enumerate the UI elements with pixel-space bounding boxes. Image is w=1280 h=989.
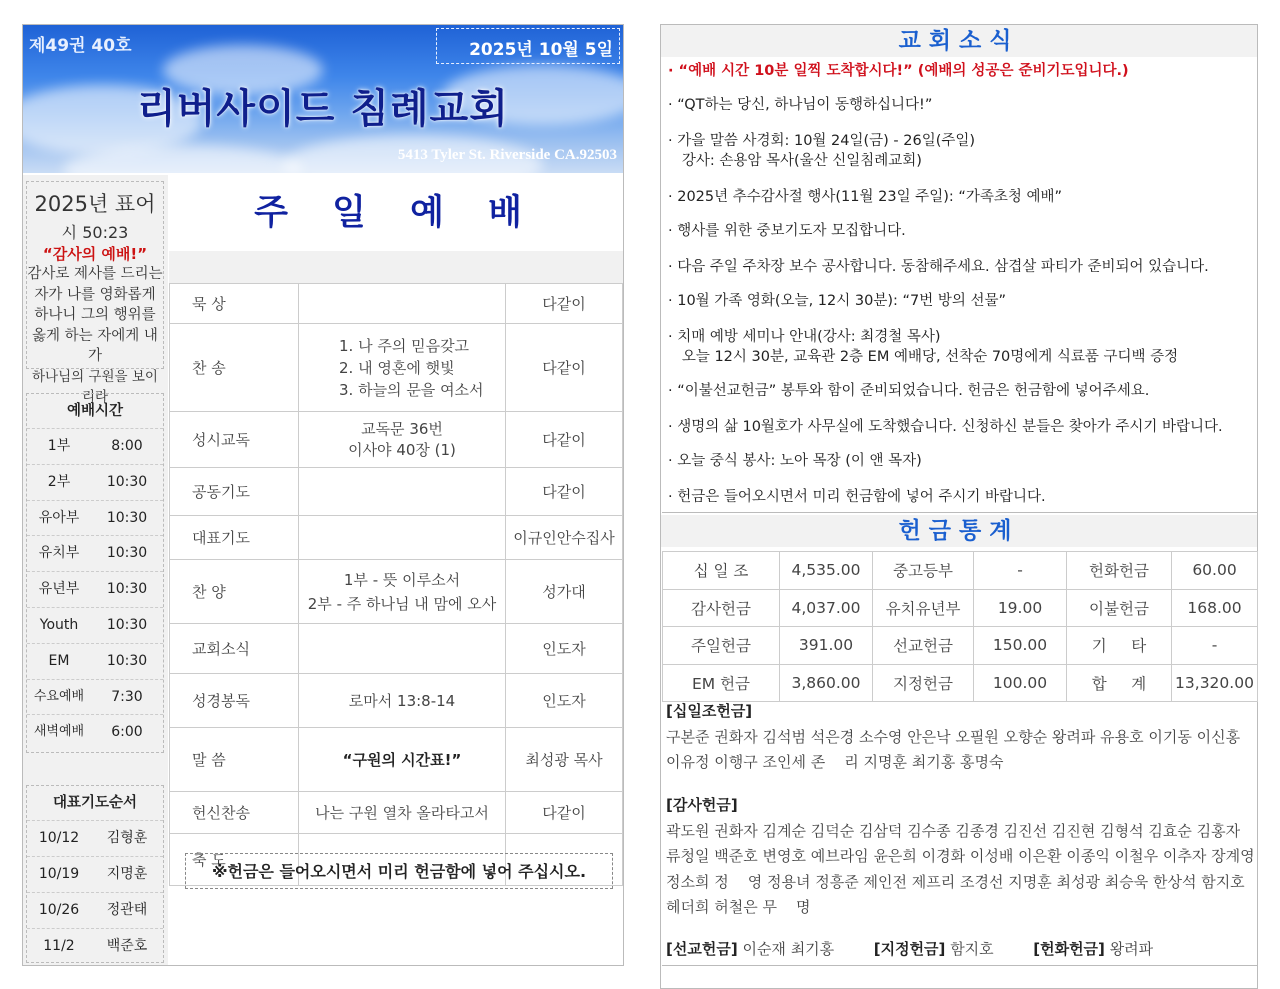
news-item: · “이불선교헌금” 봉투와 함이 준비되었습니다. 헌금은 헌금함에 넣어주세요. — [668, 383, 1150, 399]
thanks-names: 곽도원 권화자 김계순 김덕순 김삼덕 김수종 김종경 김진선 김진현 김형석 김효순 김홍자 — [666, 821, 1241, 840]
offering-amount: 3,860.00 — [780, 664, 873, 702]
worship-item: 성경봉독 — [170, 674, 299, 728]
motto-verse-text — [27, 264, 163, 408]
verse-line: 감사로 제사를 드리는 — [27, 266, 163, 282]
flower-label: [헌화헌금] — [1033, 940, 1105, 958]
offering-amount: 60.00 — [1172, 552, 1258, 590]
hymn-3: 3. 하늘의 문을 여소서 — [339, 380, 484, 399]
worship-row — [170, 516, 623, 560]
worship-row — [170, 624, 623, 674]
prayer-date: 10/19 — [38, 866, 80, 882]
sidebar — [23, 175, 168, 965]
service-time-row — [27, 500, 163, 536]
news-list — [662, 57, 1258, 513]
news-item: · 행사를 위한 중보기도자 모집합니다. — [668, 223, 906, 239]
service-name: 유아부 — [38, 509, 80, 526]
motto-highlight: “감사의 예배!” — [42, 245, 148, 263]
other-offerings — [666, 937, 1153, 963]
yearly-motto-box — [26, 181, 164, 405]
service-time: 10:30 — [106, 652, 148, 669]
worship-leader: 인도자 — [506, 674, 623, 728]
news-item: · 생명의 삶 10월호가 사무실에 도착했습니다. 신청하신 분들은 찾아가 주시기 바랍니다. — [668, 419, 1223, 435]
service-time: 6:00 — [111, 724, 143, 741]
news-item: · “예배 시간 10분 일찍 도착합시다!” (예배의 성공은 준비기도입니다.) — [668, 63, 1129, 79]
service-name: Youth — [39, 616, 79, 633]
prayer-order-row — [27, 928, 163, 964]
worship-content — [299, 516, 506, 560]
service-time-row — [27, 464, 163, 500]
worship-leader: 최성광 목사 — [506, 728, 623, 792]
news-item-sub: 오늘 12시 30분, 교육관 2층 EM 예배당, 선착순 70명에게 식료품 구디백 증정 — [668, 349, 1179, 365]
designated-names: 함지호 — [950, 940, 994, 958]
worship-leader: 다같이 — [506, 468, 623, 516]
worship-content: 로마서 13:8-14 — [299, 674, 506, 728]
offering-title: 헌금통계 — [661, 515, 1257, 547]
worship-item: 축 도 — [170, 834, 299, 886]
offering-amount: 168.00 — [1172, 589, 1258, 627]
church-address: 5413 Tyler St. Riverside CA.92503 — [397, 147, 617, 163]
prayer-date: 10/12 — [38, 830, 80, 846]
service-name: 수요예배 — [33, 688, 85, 704]
worship-leader: 다같이 — [506, 792, 623, 834]
thanks-section — [666, 793, 1255, 921]
worship-leader: 성가대 — [506, 560, 623, 624]
service-name: 1부 — [47, 438, 71, 454]
service-time-row — [27, 607, 163, 643]
offering-row — [663, 589, 1258, 627]
news-item-sub: 강사: 손용암 목사(울산 신일침례교회) — [668, 153, 922, 169]
prayer-leader: 백준호 — [106, 938, 148, 954]
church-name: 리버사이드 침례교회 — [137, 86, 509, 132]
thanks-label: [감사헌금] — [666, 796, 738, 814]
service-time: 10:30 — [106, 473, 148, 490]
sermon-title: “구원의 시간표!” — [299, 728, 506, 792]
offering-label: 선교헌금 — [873, 627, 974, 665]
hymn-1: 1. 나 주의 믿음갖고 — [339, 336, 470, 355]
service-time-row — [27, 679, 163, 715]
order-of-worship — [169, 175, 623, 965]
verse-line: 하나니 그의 행위를 — [34, 307, 156, 323]
service-time: 10:30 — [106, 616, 148, 633]
worship-row — [170, 560, 623, 624]
volume-number: 제49권 40호 — [29, 36, 132, 56]
service-time: 7:30 — [111, 688, 143, 705]
anthem-1: 1부 - 뜻 이루소서 — [343, 570, 461, 589]
service-name: 2부 — [47, 473, 71, 490]
worship-leader: 다같이 — [506, 412, 623, 468]
tithe-section — [666, 699, 1240, 776]
offering-label: 이불헌금 — [1067, 589, 1172, 627]
verse-line: 하나님의 구원을 보이리라 — [32, 368, 158, 405]
offering-note: ※헌금은 들어오시면서 미리 헌금함에 넣어 주십시오. — [185, 853, 613, 889]
service-time-row — [27, 428, 163, 464]
offering-amount: 4,037.00 — [780, 589, 873, 627]
offering-amount: 391.00 — [780, 627, 873, 665]
worship-content — [299, 284, 506, 324]
mission-names: 이순재 최기홍 — [742, 940, 835, 958]
offering-label: 지정헌금 — [873, 664, 974, 702]
flower-names: 왕려파 — [1109, 940, 1154, 958]
hymn-2: 2. 내 영혼에 햇빛 — [339, 358, 455, 377]
service-time: 10:30 — [106, 509, 148, 526]
offering-amount: 150.00 — [974, 627, 1067, 665]
worship-item: 찬 양 — [170, 560, 299, 624]
bulletin-news-page — [660, 24, 1258, 989]
worship-row — [170, 728, 623, 792]
thanks-names: 류청일 백준호 변영호 예브라임 윤은희 이경화 이성배 이은환 이종익 이철우 이추자 장계영 — [666, 847, 1255, 865]
bulletin-date: 2025년 10월 5일 — [436, 28, 620, 64]
offering-table — [662, 551, 1258, 702]
worship-content: 나는 구원 열차 올라타고서 — [299, 792, 506, 834]
anthem-2: 2부 - 주 하나님 내 맘에 오사 — [307, 594, 497, 613]
offering-label: 합 계 — [1067, 664, 1172, 702]
worship-item: 헌신찬송 — [170, 792, 299, 834]
worship-content — [299, 468, 506, 516]
service-time-row — [27, 643, 163, 679]
offering-row — [663, 552, 1258, 590]
worship-item: 대표기도 — [170, 516, 299, 560]
worship-leader: 다같이 — [506, 284, 623, 324]
worship-row — [170, 284, 623, 324]
news-item: · 2025년 추수감사절 행사(11월 23일 주일): “가족초청 예배” — [668, 189, 1063, 205]
service-time-row — [27, 571, 163, 607]
worship-item: 묵 상 — [170, 284, 299, 324]
service-name: 유년부 — [38, 581, 80, 598]
worship-item: 교회소식 — [170, 624, 299, 674]
worship-item: 성시교독 — [170, 412, 299, 468]
news-item: · 헌금은 들어오시면서 미리 헌금함에 넣어 주시기 바랍니다. — [668, 489, 1046, 505]
worship-content — [299, 412, 506, 468]
worship-item: 공동기도 — [170, 468, 299, 516]
service-times-box — [26, 393, 164, 753]
prayer-order-row — [27, 892, 163, 928]
service-time-row — [27, 714, 163, 750]
news-item: · 10월 가족 영화(오늘, 12시 30분): “7번 방의 선물” — [668, 293, 1006, 309]
worship-row — [170, 468, 623, 516]
service-name: 새벽예배 — [33, 724, 85, 740]
prayer-date: 10/26 — [38, 902, 80, 918]
thanks-names: 헤더희 허철은 무 명 — [666, 898, 811, 916]
news-item: · 가을 말씀 사경회: 10월 24일(금) - 26일(주일) — [668, 133, 976, 149]
verse-line: 자가 나를 영화롭게 — [34, 286, 156, 303]
worship-leader: 이규인안수집사 — [506, 516, 623, 560]
worship-table — [169, 283, 623, 886]
worship-title: 주 일 예 배 — [254, 193, 538, 233]
worship-row — [170, 674, 623, 728]
worship-item: 찬 송 — [170, 324, 299, 412]
mission-label: [선교헌금] — [666, 940, 738, 958]
offering-amount: - — [974, 552, 1067, 590]
service-name: EM — [48, 652, 70, 669]
worship-item: 말 씀 — [170, 728, 299, 792]
offering-label: 감사헌금 — [663, 589, 780, 627]
prayer-order-title: 대표기도순서 — [52, 795, 138, 811]
offering-row — [663, 664, 1258, 702]
prayer-leader: 김형훈 — [106, 830, 148, 846]
service-time-row — [27, 535, 163, 571]
responsive-reading: 교독문 36번 — [361, 419, 443, 438]
offering-label: 유치유년부 — [873, 589, 974, 627]
offering-amount: 19.00 — [974, 589, 1067, 627]
service-time: 10:30 — [106, 581, 148, 598]
worship-leader: 다같이 — [506, 324, 623, 412]
responsive-reading-ref: 이사야 40장 (1) — [348, 440, 456, 459]
tithe-label: [십일조헌금] — [666, 702, 753, 720]
offering-amount: - — [1172, 627, 1258, 665]
prayer-order-row — [27, 856, 163, 892]
offering-total: 13,320.00 — [1172, 664, 1258, 702]
bulletin-front-page — [22, 24, 624, 966]
offering-amount: 4,535.00 — [780, 552, 873, 590]
motto-title: 2025년 표어 — [34, 192, 156, 216]
divider — [662, 965, 1258, 966]
worship-leader: 인도자 — [506, 624, 623, 674]
worship-content — [299, 624, 506, 674]
offering-label: 주일헌금 — [663, 627, 780, 665]
tithe-names: 이유정 이행구 조인세 존 리 지명훈 최기홍 홍명숙 — [666, 753, 1004, 771]
worship-row — [170, 792, 623, 834]
offering-label: 중고등부 — [873, 552, 974, 590]
header-banner — [23, 25, 623, 173]
news-item: · 오늘 중식 봉사: 노아 목장 (이 앤 목자) — [668, 453, 922, 469]
worship-content — [299, 324, 506, 412]
offering-label: 헌화헌금 — [1067, 552, 1172, 590]
prayer-date: 11/2 — [43, 938, 75, 954]
designated-label: [지정헌금] — [873, 940, 946, 958]
offering-row — [663, 627, 1258, 665]
prayer-leader: 지명훈 — [106, 866, 148, 882]
prayer-leader: 정관태 — [106, 902, 148, 918]
news-item: · 다음 주일 주차장 보수 공사합니다. 동참해주세요. 삼겹살 파티가 준비되어 있습니다. — [668, 259, 1209, 275]
tithe-names: 구본준 권화자 김석범 석은경 소수영 안은낙 오필원 오향순 왕려파 유용호 이기동 이신홍 — [666, 727, 1241, 746]
offering-label: EM 헌금 — [663, 664, 780, 702]
service-name: 유치부 — [38, 545, 80, 562]
service-times-title: 예배시간 — [66, 403, 124, 419]
motto-verse-ref: 시 50:23 — [61, 223, 129, 242]
worship-title-divider — [169, 251, 623, 283]
service-time: 10:30 — [106, 545, 148, 562]
worship-content — [299, 560, 506, 624]
worship-row — [170, 324, 623, 412]
offering-label: 십 일 조 — [663, 552, 780, 590]
worship-row — [170, 412, 623, 468]
news-title: 교회소식 — [661, 25, 1257, 57]
news-item: · “QT하는 당신, 하나님이 동행하십니다!” — [668, 97, 933, 113]
offering-label: 기 타 — [1067, 627, 1172, 665]
service-time: 8:00 — [111, 438, 143, 454]
verse-line: 옳게 하는 자에게 내가 — [32, 327, 158, 364]
prayer-order-row — [27, 820, 163, 856]
offering-amount: 100.00 — [974, 664, 1067, 702]
news-item: · 치매 예방 세미나 안내(강사: 최경철 목사) — [668, 329, 941, 345]
thanks-names: 정소희 정 영 정용녀 정흥준 제인전 제프리 조경선 지명훈 최성광 최승욱 한상석 함지호 — [666, 872, 1245, 891]
prayer-order-box — [26, 785, 164, 963]
